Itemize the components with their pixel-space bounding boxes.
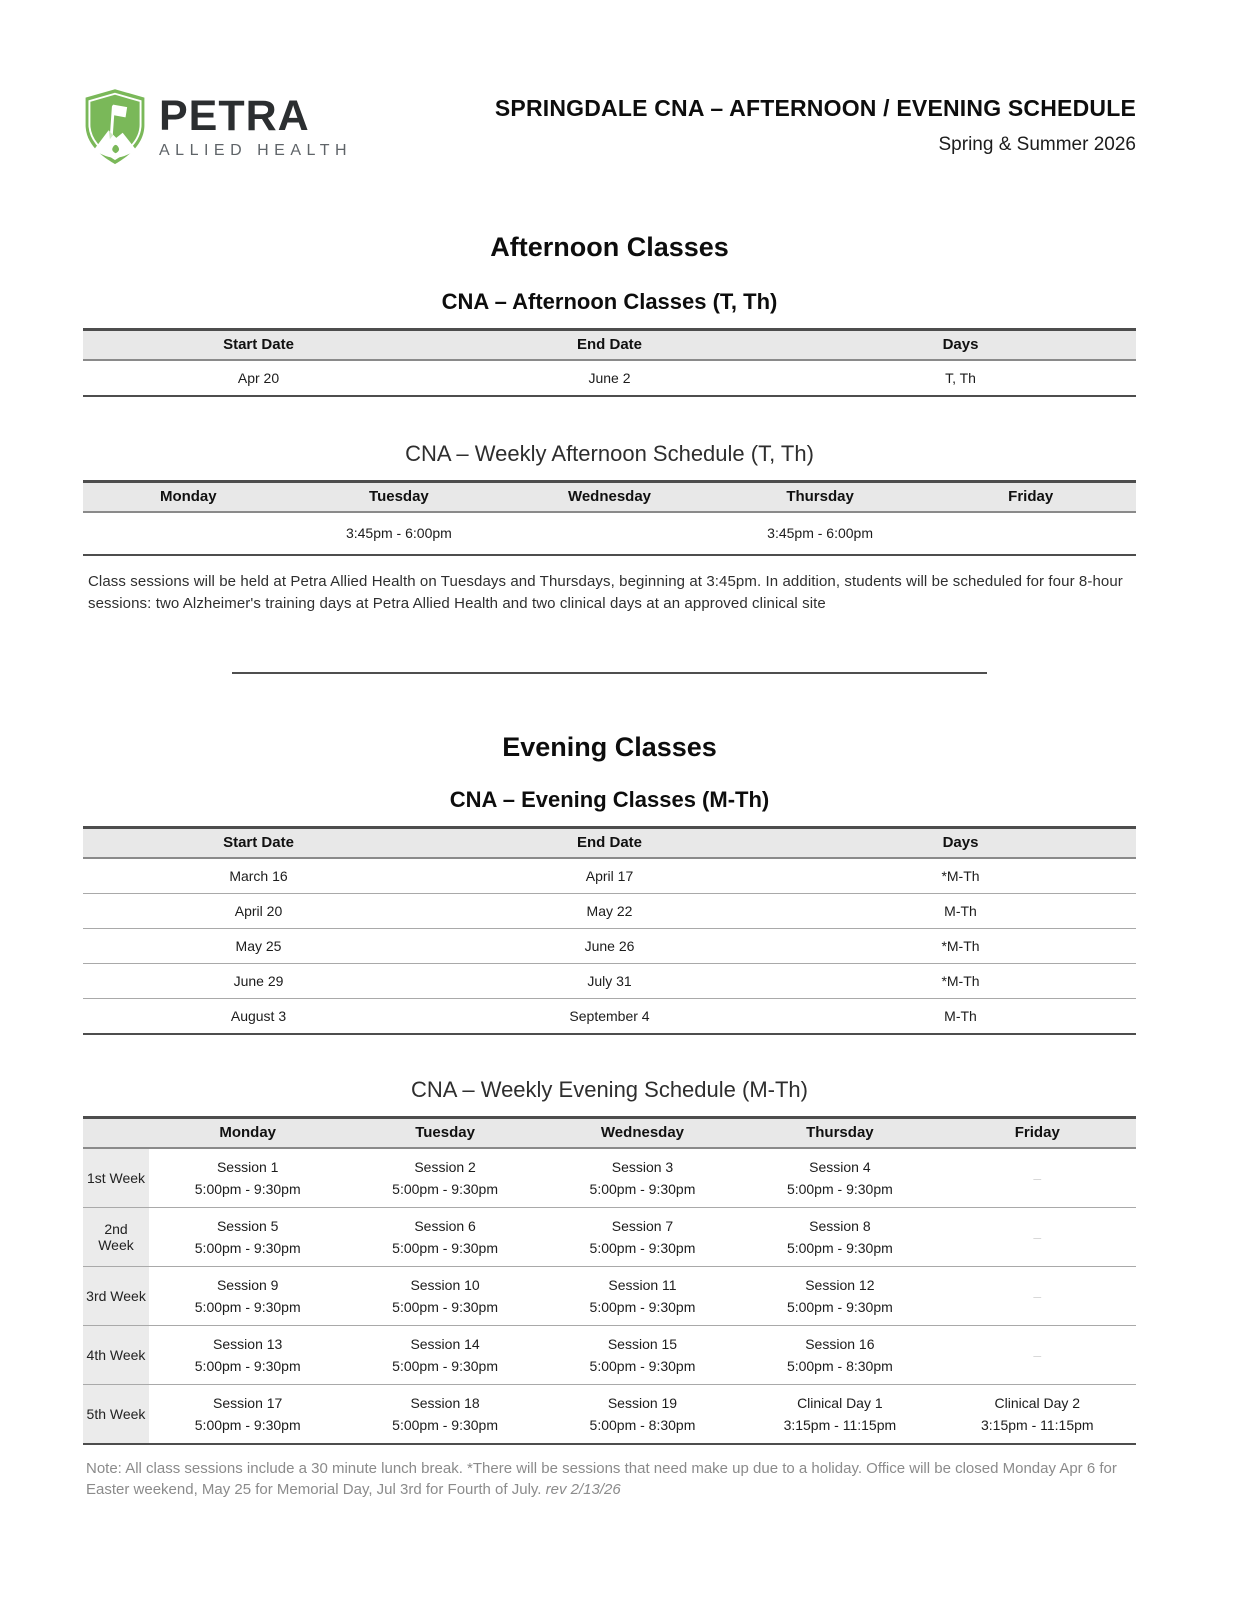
- session-name: Session 2: [414, 1158, 476, 1175]
- empty-dash: –: [1033, 1169, 1042, 1186]
- column-header-monday: Monday: [159, 488, 217, 505]
- friday-cell: [925, 512, 1136, 555]
- column-header-wednesday: Wednesday: [600, 1123, 685, 1141]
- week-row-2: [83, 1207, 1136, 1266]
- session-name: Session 7: [611, 1217, 674, 1234]
- start-date-cell: August 3: [230, 1007, 287, 1024]
- session-name: Session 17: [213, 1394, 283, 1411]
- table-row: [83, 893, 1136, 928]
- column-header-start-date: Start Date: [223, 833, 294, 851]
- session-cell: [741, 1325, 938, 1384]
- empty-dash: –: [1033, 1346, 1042, 1363]
- document-header: [83, 88, 1136, 166]
- week-label: 3rd Week: [83, 1266, 149, 1325]
- column-header-tuesday: Tuesday: [369, 488, 429, 505]
- session-name: Session 4: [809, 1158, 871, 1175]
- session-time: 5:00pm - 9:30pm: [589, 1239, 696, 1256]
- afternoon-classes-table-title: CNA – Afternoon Classes (T, Th): [441, 289, 778, 314]
- session-name: Session 18: [410, 1394, 480, 1411]
- document-title: SPRINGDALE CNA – AFTERNOON / EVENING SCHEDULE: [494, 95, 1136, 121]
- thursday-cell: 3:45pm - 6:00pm: [767, 525, 873, 541]
- session-cell: [346, 1325, 543, 1384]
- session-time: 5:00pm - 9:30pm: [194, 1180, 301, 1197]
- session-time: 5:00pm - 9:30pm: [194, 1416, 301, 1433]
- table-row: [83, 512, 1136, 555]
- section-divider: [232, 672, 987, 674]
- session-cell: [741, 1148, 938, 1208]
- session-name: Session 11: [608, 1276, 677, 1293]
- column-header-friday: Friday: [1008, 488, 1054, 505]
- table-row: [83, 998, 1136, 1034]
- start-date-cell: April 20: [234, 902, 283, 919]
- empty-cell: [939, 1207, 1136, 1266]
- afternoon-classes-table: [83, 328, 1136, 397]
- session-time: 5:00pm - 8:30pm: [786, 1357, 893, 1374]
- session-cell: [346, 1384, 543, 1444]
- week-row-4: [83, 1325, 1136, 1384]
- table-header-row: [83, 330, 1136, 361]
- brand-text: [159, 91, 353, 160]
- session-cell: [346, 1266, 543, 1325]
- session-cell: [149, 1207, 346, 1266]
- session-cell: [544, 1266, 741, 1325]
- session-cell: [346, 1207, 543, 1266]
- session-cell: [544, 1325, 741, 1384]
- days-cell: M-Th: [944, 1007, 977, 1024]
- week-label: 1st Week: [83, 1148, 149, 1208]
- session-time: 5:00pm - 9:30pm: [589, 1357, 696, 1374]
- session-name: Session 3: [611, 1158, 674, 1175]
- session-time: 5:00pm - 9:30pm: [392, 1416, 498, 1433]
- week-label: 2nd Week: [83, 1207, 149, 1266]
- session-name: Clinical Day 2: [994, 1394, 1081, 1411]
- evening-weekly-table-title: CNA – Weekly Evening Schedule (M-Th): [411, 1076, 808, 1102]
- column-header-end-date: End Date: [576, 336, 642, 353]
- evening-weekly-table: [83, 1116, 1136, 1445]
- session-time: 5:00pm - 9:30pm: [392, 1239, 498, 1256]
- session-name: Session 10: [410, 1276, 480, 1293]
- table-row: [83, 928, 1136, 963]
- end-date-cell: September 4: [569, 1007, 650, 1024]
- end-date-cell: June 26: [584, 937, 635, 954]
- session-name: Session 6: [414, 1217, 476, 1234]
- session-time: 5:00pm - 9:30pm: [392, 1180, 498, 1197]
- session-name: Session 5: [216, 1217, 279, 1234]
- table-row: [83, 360, 1136, 396]
- session-name: Session 12: [805, 1276, 875, 1293]
- column-header-friday: Friday: [1014, 1123, 1060, 1141]
- session-time: 3:15pm - 11:15pm: [980, 1416, 1094, 1433]
- clinical-cell: [939, 1384, 1136, 1444]
- afternoon-weekly-table-title: CNA – Weekly Afternoon Schedule (T, Th): [405, 441, 814, 466]
- monday-cell: [83, 512, 294, 555]
- document-subtitle: Spring & Summer 2026: [938, 134, 1136, 155]
- session-time: 5:00pm - 9:30pm: [194, 1298, 301, 1315]
- empty-cell: [939, 1325, 1136, 1384]
- end-date-cell: April 17: [585, 867, 634, 884]
- evening-section-title: Evening Classes: [502, 731, 717, 762]
- session-time: 5:00pm - 9:30pm: [786, 1239, 893, 1256]
- column-header-start-date: Start Date: [223, 336, 294, 353]
- session-cell: [741, 1266, 938, 1325]
- column-header-end-date: End Date: [576, 833, 642, 851]
- empty-dash: –: [1033, 1287, 1042, 1304]
- week-label: 5th Week: [83, 1384, 149, 1444]
- session-cell: [544, 1384, 741, 1444]
- start-date-cell: May 25: [235, 937, 282, 954]
- session-cell: [149, 1325, 346, 1384]
- start-date-cell: June 29: [233, 972, 284, 989]
- session-name: Session 14: [410, 1335, 480, 1352]
- session-cell: [149, 1384, 346, 1444]
- session-time: 5:00pm - 9:30pm: [194, 1357, 301, 1374]
- week-row-1: [83, 1148, 1136, 1208]
- days-cell: M-Th: [944, 902, 977, 919]
- column-header-monday: Monday: [219, 1123, 277, 1141]
- days-cell: *M-Th: [941, 972, 980, 989]
- afternoon-description: Class sessions will be held at Petra Allied Health on Tuesdays and Thursdays, beginning at 3:45pm. In addition, students will be scheduled for four 8-hour sessions: two Alzheimer's training days at Petra Allied Health and two clinical days at an approved clinical site: [88, 573, 1123, 612]
- footer-note-text: Note: All class sessions include a 30 minute lunch break. *There will be sessions that need make up due to a holiday. Office will be closed Monday Apr 6 for Easter weekend, May 25 for Memorial Day, Jul 3rd for Fourth of July.: [86, 1459, 1117, 1499]
- table-header-row: [83, 1117, 1136, 1148]
- table-row: [83, 963, 1136, 998]
- start-date-cell: Apr 20: [237, 370, 280, 386]
- session-time: 5:00pm - 9:30pm: [392, 1298, 498, 1315]
- end-date-cell: June 2: [588, 370, 631, 386]
- empty-cell: [939, 1148, 1136, 1208]
- session-name: Session 16: [805, 1335, 875, 1352]
- session-name: Session 15: [607, 1335, 678, 1352]
- days-cell: T, Th: [945, 370, 976, 386]
- revision-date: rev 2/13/26: [545, 1481, 621, 1499]
- empty-dash: –: [1033, 1228, 1042, 1245]
- wednesday-cell: [504, 512, 715, 555]
- column-header-tuesday: Tuesday: [415, 1123, 475, 1141]
- table-header-row: [83, 827, 1136, 858]
- column-header-thursday: Thursday: [806, 1123, 874, 1141]
- empty-cell: [939, 1266, 1136, 1325]
- session-cell: [149, 1148, 346, 1208]
- week-label: 4th Week: [83, 1325, 149, 1384]
- session-cell: [346, 1148, 543, 1208]
- afternoon-section-title: Afternoon Classes: [490, 232, 729, 262]
- column-header-days: Days: [942, 336, 979, 353]
- title-block: [495, 88, 1136, 156]
- session-name: Clinical Day 1: [797, 1394, 883, 1411]
- brand-tagline: ALLIED HEALTH: [159, 141, 353, 159]
- session-time: 3:15pm - 11:15pm: [783, 1416, 897, 1433]
- session-name: Session 13: [213, 1335, 283, 1352]
- tuesday-cell: 3:45pm - 6:00pm: [345, 525, 452, 541]
- afternoon-weekly-table: [83, 480, 1136, 556]
- shield-flag-mountain-icon: [83, 88, 147, 166]
- column-header-days: Days: [942, 833, 979, 851]
- session-time: 5:00pm - 9:30pm: [194, 1239, 301, 1256]
- brand-name: PETRA: [159, 91, 310, 140]
- table-row: [83, 858, 1136, 894]
- session-name: Session 8: [809, 1217, 871, 1234]
- week-row-5: [83, 1384, 1136, 1444]
- session-cell: [149, 1266, 346, 1325]
- session-cell: [741, 1207, 938, 1266]
- session-time: 5:00pm - 9:30pm: [589, 1298, 696, 1315]
- column-header-week: [83, 1117, 149, 1148]
- column-header-wednesday: Wednesday: [567, 488, 652, 505]
- session-time: 5:00pm - 9:30pm: [392, 1357, 498, 1374]
- petra-logo: [83, 88, 352, 166]
- column-header-thursday: Thursday: [786, 488, 854, 505]
- table-header-row: [83, 482, 1136, 513]
- session-time: 5:00pm - 9:30pm: [786, 1180, 893, 1197]
- session-time: 5:00pm - 8:30pm: [589, 1416, 696, 1433]
- session-cell: [544, 1148, 741, 1208]
- evening-classes-table: [83, 826, 1136, 1035]
- footer-note: [83, 1458, 1136, 1502]
- session-time: 5:00pm - 9:30pm: [589, 1180, 696, 1197]
- session-name: Session 1: [216, 1158, 279, 1175]
- days-cell: *M-Th: [941, 867, 980, 884]
- evening-classes-table-title: CNA – Evening Classes (M-Th): [449, 786, 770, 812]
- session-time: 5:00pm - 9:30pm: [786, 1298, 893, 1315]
- session-name: Session 9: [216, 1276, 279, 1293]
- end-date-cell: July 31: [587, 972, 632, 989]
- week-row-3: [83, 1266, 1136, 1325]
- session-name: Session 19: [607, 1394, 678, 1411]
- days-cell: *M-Th: [941, 937, 980, 954]
- end-date-cell: May 22: [586, 902, 633, 919]
- session-cell: [544, 1207, 741, 1266]
- start-date-cell: March 16: [229, 867, 288, 884]
- clinical-cell: [741, 1384, 938, 1444]
